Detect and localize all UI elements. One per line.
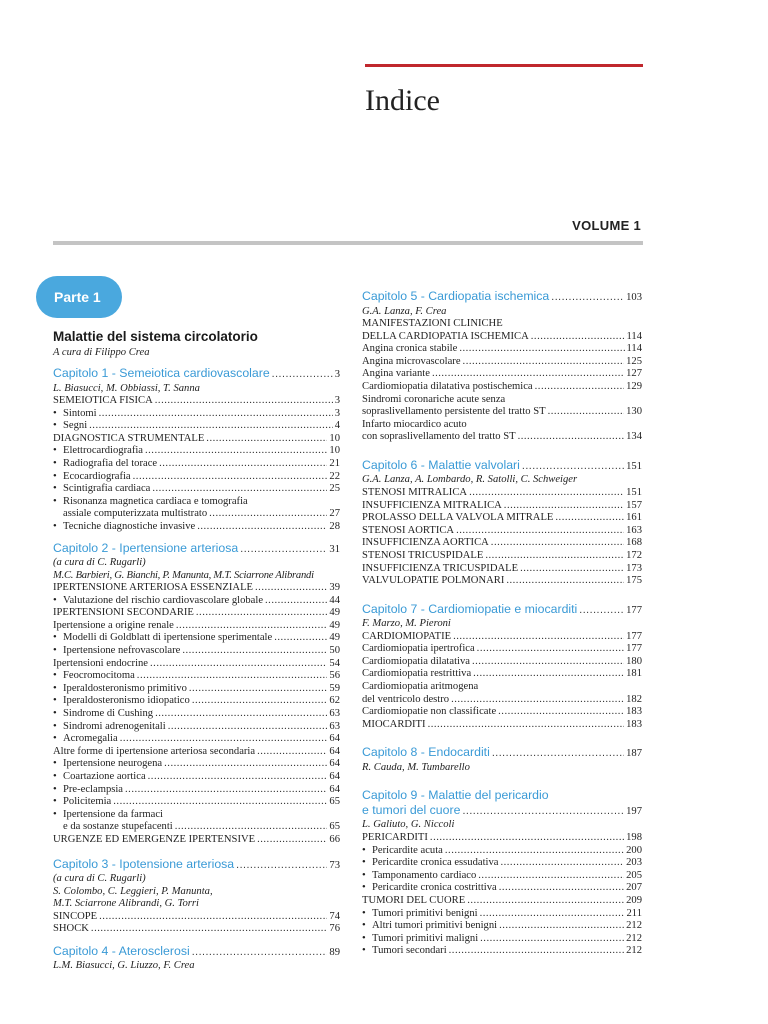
toc-entry[interactable]: • Modelli di Goldblatt di ipertensione sperimentale ..... 49 <box>53 632 340 645</box>
toc-entry[interactable]: Cardiomiopatie non classificate ..... 183 <box>362 706 642 719</box>
toc-entry[interactable]: sopraslivellamento persistente del tratto ST ..... 130 <box>362 406 642 419</box>
toc-entry[interactable]: Altre forme di ipertensione arteriosa secondaria ..... 64 <box>53 746 340 759</box>
toc-entry[interactable]: INSUFFICIENZA MITRALICA ..... 157 <box>362 500 642 513</box>
toc-entry[interactable]: STENOSI AORTICA ..... 163 <box>362 525 642 538</box>
toc-entry[interactable]: STENOSI MITRALICA ..... 151 <box>362 487 642 500</box>
chapter-8-heading[interactable]: Capitolo 8 - Endocarditi ..... 187 <box>362 745 642 762</box>
chapter-3-curator: (a cura di C. Rugarli) <box>53 873 146 884</box>
toc-entry[interactable]: • Pericardite cronica costrittiva ..... 207 <box>362 882 642 895</box>
chapter-7-authors: F. Marzo, M. Pieroni <box>362 618 451 630</box>
toc-entry[interactable]: assiale computerizzata multistrato ..... 27 <box>53 508 340 521</box>
toc-entry[interactable]: • Iperaldosteronismo primitivo ..... 59 <box>53 683 340 696</box>
page-title: Indice <box>365 84 440 117</box>
toc-entry[interactable]: • Pericardite acuta ..... 200 <box>362 845 642 858</box>
toc-left-column <box>53 328 340 973</box>
part-curator: A cura di Filippo Crea <box>53 347 150 358</box>
toc-entry[interactable]: PERICARDITI ..... 198 <box>362 832 642 845</box>
toc-entry[interactable]: • Ipertensione neurogena ..... 64 <box>53 758 340 771</box>
toc-entry[interactable]: • Sindrome di Cushing ..... 63 <box>53 708 340 721</box>
toc-entry-line: • Risonanza magnetica cardiaca e tomografia <box>53 496 340 509</box>
toc-entry[interactable]: • Tamponamento cardiaco ..... 205 <box>362 870 642 883</box>
chapter-3-heading[interactable]: Capitolo 3 - Ipotensione arteriosa ..... 73 <box>53 857 340 874</box>
toc-entry[interactable]: DIAGNOSTICA STRUMENTALE ..... 10 <box>53 433 340 446</box>
toc-entry[interactable]: PROLASSO DELLA VALVOLA MITRALE ..... 161 <box>362 512 642 525</box>
toc-entry[interactable]: STENOSI TRICUSPIDALE ..... 172 <box>362 550 642 563</box>
toc-entry[interactable]: • Iperaldosteronismo idiopatico ..... 62 <box>53 695 340 708</box>
toc-entry[interactable]: Ipertensione a origine renale ..... 49 <box>53 620 340 633</box>
toc-entry[interactable]: con sopraslivellamento del tratto ST ..... 134 <box>362 431 642 444</box>
toc-entry[interactable]: Ipertensioni endocrine ..... 54 <box>53 658 340 671</box>
toc-entry[interactable]: • Tumori primitivi benigni ..... 211 <box>362 908 642 921</box>
toc-entry[interactable]: • Pericardite cronica essudativa ..... 203 <box>362 857 642 870</box>
toc-entry-line: Cardiomiopatia aritmogena <box>362 681 479 693</box>
parte-badge: Parte 1 <box>36 276 122 318</box>
chapter-9-heading[interactable] <box>362 788 642 803</box>
toc-entry[interactable]: • Sintomi ..... 3 <box>53 408 340 421</box>
toc-entry[interactable]: URGENZE ED EMERGENZE IPERTENSIVE ..... 66 <box>53 834 340 847</box>
chapter-3-authors: S. Colombo, C. Leggieri, P. Manunta, <box>53 885 213 897</box>
chapter-4-heading[interactable]: Capitolo 4 - Aterosclerosi ..... 89 <box>53 944 340 961</box>
toc-entry[interactable]: • Feocromocitoma ..... 56 <box>53 670 340 683</box>
toc-entry[interactable]: • Elettrocardiografia ..... 10 <box>53 445 340 458</box>
toc-entry[interactable]: • Altri tumori primitivi benigni ..... 212 <box>362 920 642 933</box>
toc-entry[interactable]: • Pre-eclampsia ..... 64 <box>53 784 340 797</box>
toc-entry[interactable]: Cardiomiopatia dilatativa postischemica ..... 129 <box>362 381 642 394</box>
toc-entry[interactable]: MIOCARDITI ..... 183 <box>362 719 642 732</box>
toc-entry[interactable]: TUMORI DEL CUORE ..... 209 <box>362 895 642 908</box>
toc-right-column <box>362 289 642 958</box>
chapter-1-authors: L. Biasucci, M. Obbiassi, T. Sanna <box>53 382 200 394</box>
toc-entry[interactable]: IPERTENSIONE ARTERIOSA ESSENZIALE ..... 39 <box>53 582 340 595</box>
toc-entry[interactable]: VALVULOPATIE POLMONARI ..... 175 <box>362 575 642 588</box>
toc-entry[interactable]: • Ecocardiografia ..... 22 <box>53 471 340 484</box>
toc-entry[interactable]: • Ipertensione nefrovascolare ..... 50 <box>53 645 340 658</box>
chapter-9-heading-line-2[interactable]: e tumori del cuore ..... 197 <box>362 803 642 820</box>
chapter-1-heading[interactable]: Capitolo 1 - Semeiotica cardiovascolare ..... 3 <box>53 366 340 383</box>
chapter-4-authors: L.M. Biasucci, G. Liuzzo, F. Crea <box>53 960 195 972</box>
chapter-5-authors: G.A. Lanza, F. Crea <box>362 305 447 317</box>
chapter-9-authors: L. Galiuto, G. Niccoli <box>362 819 455 831</box>
part-title: Malattie del sistema circolatorio <box>53 329 258 344</box>
toc-entry[interactable]: • Tumori secondari ..... 212 <box>362 945 642 958</box>
chapter-3-authors-2: M.T. Sciarrone Alibrandi, G. Torri <box>53 898 199 909</box>
toc-entry[interactable]: INSUFFICIENZA TRICUSPIDALE ..... 173 <box>362 563 642 576</box>
toc-entry[interactable]: e da sostanze stupefacenti ..... 65 <box>53 821 340 834</box>
toc-entry[interactable]: • Radiografia del torace ..... 21 <box>53 458 340 471</box>
toc-entry[interactable]: SEMEIOTICA FISICA ..... 3 <box>53 395 340 408</box>
chapter-2-heading[interactable]: Capitolo 2 - Ipertensione arteriosa ..... 31 <box>53 541 340 558</box>
toc-entry[interactable]: Angina cronica stabile ..... 114 <box>362 343 642 356</box>
toc-entry[interactable]: Cardiomiopatia restrittiva ..... 181 <box>362 668 642 681</box>
toc-entry[interactable]: • Policitemia ..... 65 <box>53 796 340 809</box>
volume-label: VOLUME 1 <box>572 218 641 233</box>
toc-entry[interactable]: INSUFFICIENZA AORTICA ..... 168 <box>362 537 642 550</box>
toc-entry[interactable]: DELLA CARDIOPATIA ISCHEMICA ..... 114 <box>362 331 642 344</box>
toc-entry-line: Sindromi coronariche acute senza <box>362 393 506 405</box>
toc-entry[interactable]: • Sindromi adrenogenitali ..... 63 <box>53 721 340 734</box>
toc-entry[interactable]: • Valutazione del rischio cardiovascolare globale ..... 44 <box>53 595 340 608</box>
chapter-5-heading[interactable]: Capitolo 5 - Cardiopatia ischemica ..... 103 <box>362 289 642 306</box>
toc-entry[interactable]: Cardiomiopatia dilatativa ..... 180 <box>362 656 642 669</box>
toc-entry[interactable]: SINCOPE ..... 74 <box>53 911 340 924</box>
toc-entry[interactable]: • Scintigrafia cardiaca ..... 25 <box>53 483 340 496</box>
header-gray-rule <box>53 241 643 245</box>
toc-entry[interactable]: • Acromegalia ..... 64 <box>53 733 340 746</box>
toc-entry[interactable]: • Tecniche diagnostiche invasive ..... 28 <box>53 521 340 534</box>
chapter-2-authors: M.C. Barbieri, G. Bianchi, P. Manunta, M.T. Sciarrone Alibrandi <box>53 569 314 581</box>
toc-entry[interactable]: Cardiomiopatia ipertrofica ..... 177 <box>362 643 642 656</box>
toc-entry[interactable]: • Tumori primitivi maligni ..... 212 <box>362 933 642 946</box>
toc-entry[interactable]: Angina microvascolare ..... 125 <box>362 356 642 369</box>
chapter-8-authors: R. Cauda, M. Tumbarello <box>362 761 470 773</box>
toc-entry[interactable]: • Coartazione aortica ..... 64 <box>53 771 340 784</box>
toc-entry-line: • Ipertensione da farmaci <box>53 809 340 822</box>
toc-entry[interactable]: • Segni ..... 4 <box>53 420 340 433</box>
chapter-6-authors: G.A. Lanza, A. Lombardo, R. Satolli, C. Schweiger <box>362 474 578 486</box>
toc-entry[interactable]: Angina variante ..... 127 <box>362 368 642 381</box>
toc-entry[interactable]: SHOCK ..... 76 <box>53 923 340 936</box>
toc-entry[interactable]: IPERTENSIONI SECONDARIE ..... 49 <box>53 607 340 620</box>
header-red-rule <box>365 64 643 67</box>
toc-entry[interactable]: CARDIOMIOPATIE ..... 177 <box>362 631 642 644</box>
toc-entry-line: Infarto miocardico acuto <box>362 418 467 430</box>
chapter-7-heading[interactable]: Capitolo 7 - Cardiomiopatie e miocarditi ..... 177 <box>362 602 642 619</box>
chapter-2-curator: (a cura di C. Rugarli) <box>53 557 146 569</box>
chapter-6-heading[interactable]: Capitolo 6 - Malattie valvolari ..... 151 <box>362 458 642 475</box>
toc-entry[interactable]: del ventricolo destro ..... 182 <box>362 694 642 707</box>
chapter-9-title-line-1: Capitolo 9 - Malattie del pericardio <box>362 788 549 803</box>
toc-entry-line: MANIFESTAZIONI CLINICHE <box>362 318 503 329</box>
